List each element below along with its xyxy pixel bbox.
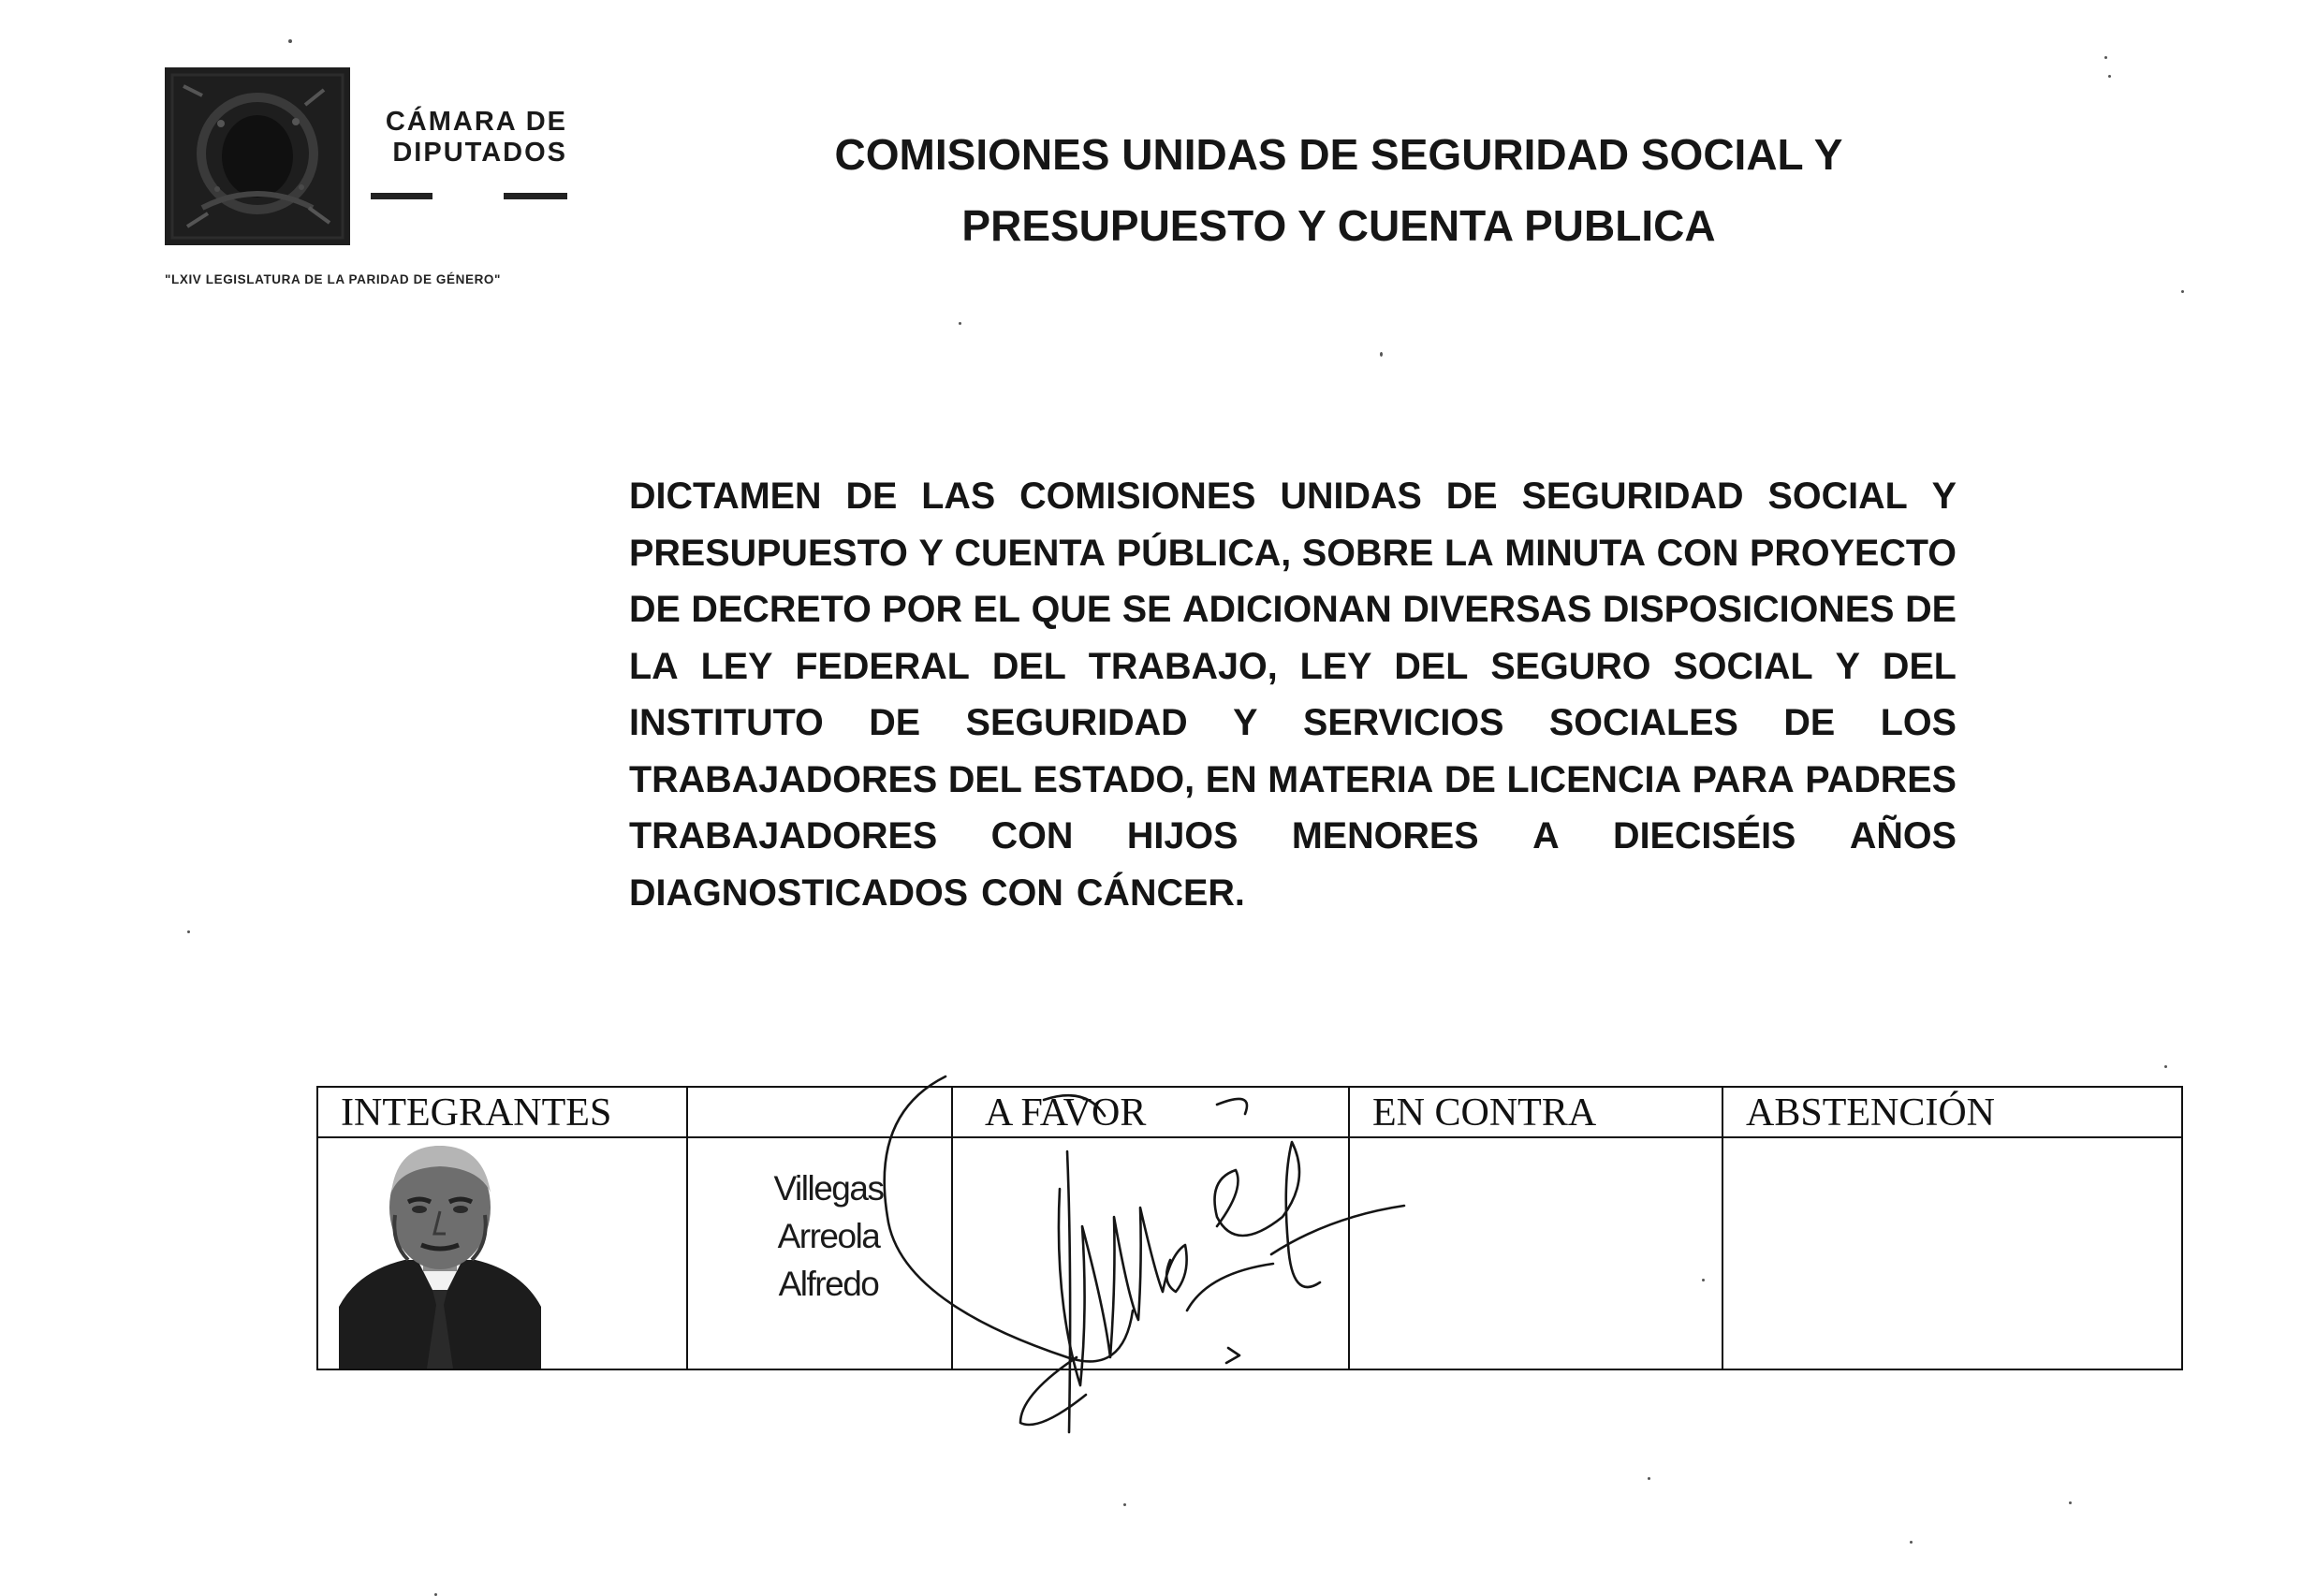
scan-speck [2108,75,2111,78]
dictamen-line [629,525,1957,582]
dictamen-word: COMISIONES [1019,476,1256,517]
scan-speck [1123,1503,1126,1506]
dictamen-word: CON [981,871,1063,914]
dictamen-word: DE [629,589,681,630]
scan-speck [1702,1279,1705,1281]
column-divider [1722,1088,1723,1369]
dictamen-word: PROYECTO [1750,532,1957,574]
dictamen-word: DEL [1394,645,1469,687]
dictamen-word: Y [1835,645,1860,687]
dictamen-word: LICENCIA [1506,758,1681,800]
dictamen-word: DE [1905,589,1957,630]
title-line-1: COMISIONES UNIDAS DE SEGURIDAD SOCIAL Y [834,130,1843,179]
scan-speck [1648,1477,1650,1480]
header-abstencion: ABSTENCIÓN [1746,1091,1996,1135]
dictamen-word: LA [1444,532,1494,574]
dictamen-line [629,695,1957,752]
scan-speck [187,930,190,933]
dictamen-word: LA [629,645,679,687]
dictamen-line [629,752,1957,809]
dictamen-word: PRESUPUESTO [629,532,908,574]
scan-speck [1380,352,1383,357]
dictamen-word: UNIDAS [1280,476,1422,517]
dictamen-word: DIVERSAS [1402,589,1592,630]
column-divider [686,1088,688,1369]
member-name-line: Arreola [777,1217,880,1255]
dictamen-word: LEY [700,645,773,687]
dictamen-word: QUE [1031,589,1112,630]
dictamen-word: DEL [1882,645,1957,687]
dictamen-word: TRABAJO, [1088,645,1278,687]
dictamen-word: SEGURIDAD [1521,476,1744,517]
page-title [711,119,1966,261]
header-integrantes: INTEGRANTES [341,1091,612,1135]
dictamen-word: DISPOSICIONES [1602,589,1895,630]
dictamen-word: AÑOS [1849,815,1957,857]
dictamen-word: MENORES [1291,815,1479,857]
dictamen-word: DE [869,702,921,743]
dictamen-word: DIAGNOSTICADOS [629,871,969,914]
member-photo [339,1140,541,1369]
scan-speck [2104,56,2107,59]
dictamen-word: SOCIAL [1767,476,1908,517]
dictamen-word: CON [1656,532,1739,574]
dictamen-word: SOCIAL [1673,645,1813,687]
dictamen-word: ESTADO, [1033,758,1195,800]
dictamen-word: DE [1445,476,1498,517]
dictamen-word: DEL [991,645,1066,687]
dictamen-word: A [1532,815,1560,857]
dictamen-word: LOS [1880,702,1957,743]
title-line-2: PRESUPUESTO Y CUENTA PUBLICA [961,201,1716,250]
dictamen-word: EL [973,589,1021,630]
dictamen-word: SEGURO [1490,645,1651,687]
dictamen-word: DECRETO [691,589,872,630]
legislatura-motto: "LXIV LEGISLATURA DE LA PARIDAD DE GÉNERO" [165,272,502,286]
dictamen-word: MATERIA [1268,758,1434,800]
scan-speck [2164,1065,2167,1068]
dictamen-word: Y [918,532,944,574]
scan-speck [1910,1541,1913,1544]
logo-name-line2: DIPUTADOS [392,138,567,168]
dictamen-line [629,865,1957,922]
dictamen-word: HIJOS [1126,815,1239,857]
camara-emblem-logo [165,67,350,245]
dictamen-word: EN [1205,758,1257,800]
scan-speck [2181,290,2184,293]
dictamen-word: TRABAJADORES [629,815,938,857]
camara-de-diputados-wordmark [371,107,567,168]
dictamen-word: DICTAMEN [629,476,822,517]
dictamen-word: DIECISÉIS [1613,815,1796,857]
header-en-contra: EN CONTRA [1372,1091,1597,1135]
dictamen-line [629,808,1957,865]
dictamen-word: DE [1444,758,1496,800]
header-a-favor: A FAVOR [985,1091,1147,1135]
scan-speck [2069,1501,2072,1504]
dictamen-word: SE [1121,589,1172,630]
dictamen-word: DE [1783,702,1836,743]
dictamen-word: SERVICIOS [1303,702,1504,743]
member-name-line: Alfredo [778,1265,879,1303]
dictamen-line [629,638,1957,696]
dictamen-word: POR [882,589,962,630]
dictamen-word: SOCIALES [1548,702,1738,743]
dictamen-word: Y [1931,476,1957,517]
dictamen-word: LEY [1299,645,1372,687]
member-name-line: Villegas [773,1169,884,1208]
dictamen-word: LAS [921,476,996,517]
dictamen-word: FEDERAL [795,645,970,687]
logo-name-line1: CÁMARA DE [385,107,567,137]
dictamen-word: TRABAJADORES [629,758,938,800]
dictamen-word: DE [845,476,898,517]
dictamen-line [629,581,1957,638]
dictamen-word: PÚBLICA, [1116,532,1292,574]
member-signature [843,1076,1423,1451]
dictamen-word: INSTITUTO [629,702,824,743]
scan-speck [959,322,961,325]
scan-speck [288,39,292,43]
dictamen-word: SOBRE [1301,532,1434,574]
dictamen-word: DEL [947,758,1022,800]
dictamen-word: ADICIONAN [1181,589,1392,630]
dictamen-line [629,468,1957,525]
dictamen-word: MINUTA [1504,532,1646,574]
dictamen-word: SEGURIDAD [965,702,1188,743]
logo-decorative-bars [371,193,567,200]
dictamen-word: CÁNCER. [1076,871,1245,914]
dictamen-word: PADRES [1805,758,1957,800]
dictamen-word: Y [1233,702,1258,743]
dictamen-word: CON [990,815,1074,857]
dictamen-word: PARA [1692,758,1795,800]
dictamen-paragraph [629,468,1957,921]
dictamen-word: CUENTA [954,532,1107,574]
